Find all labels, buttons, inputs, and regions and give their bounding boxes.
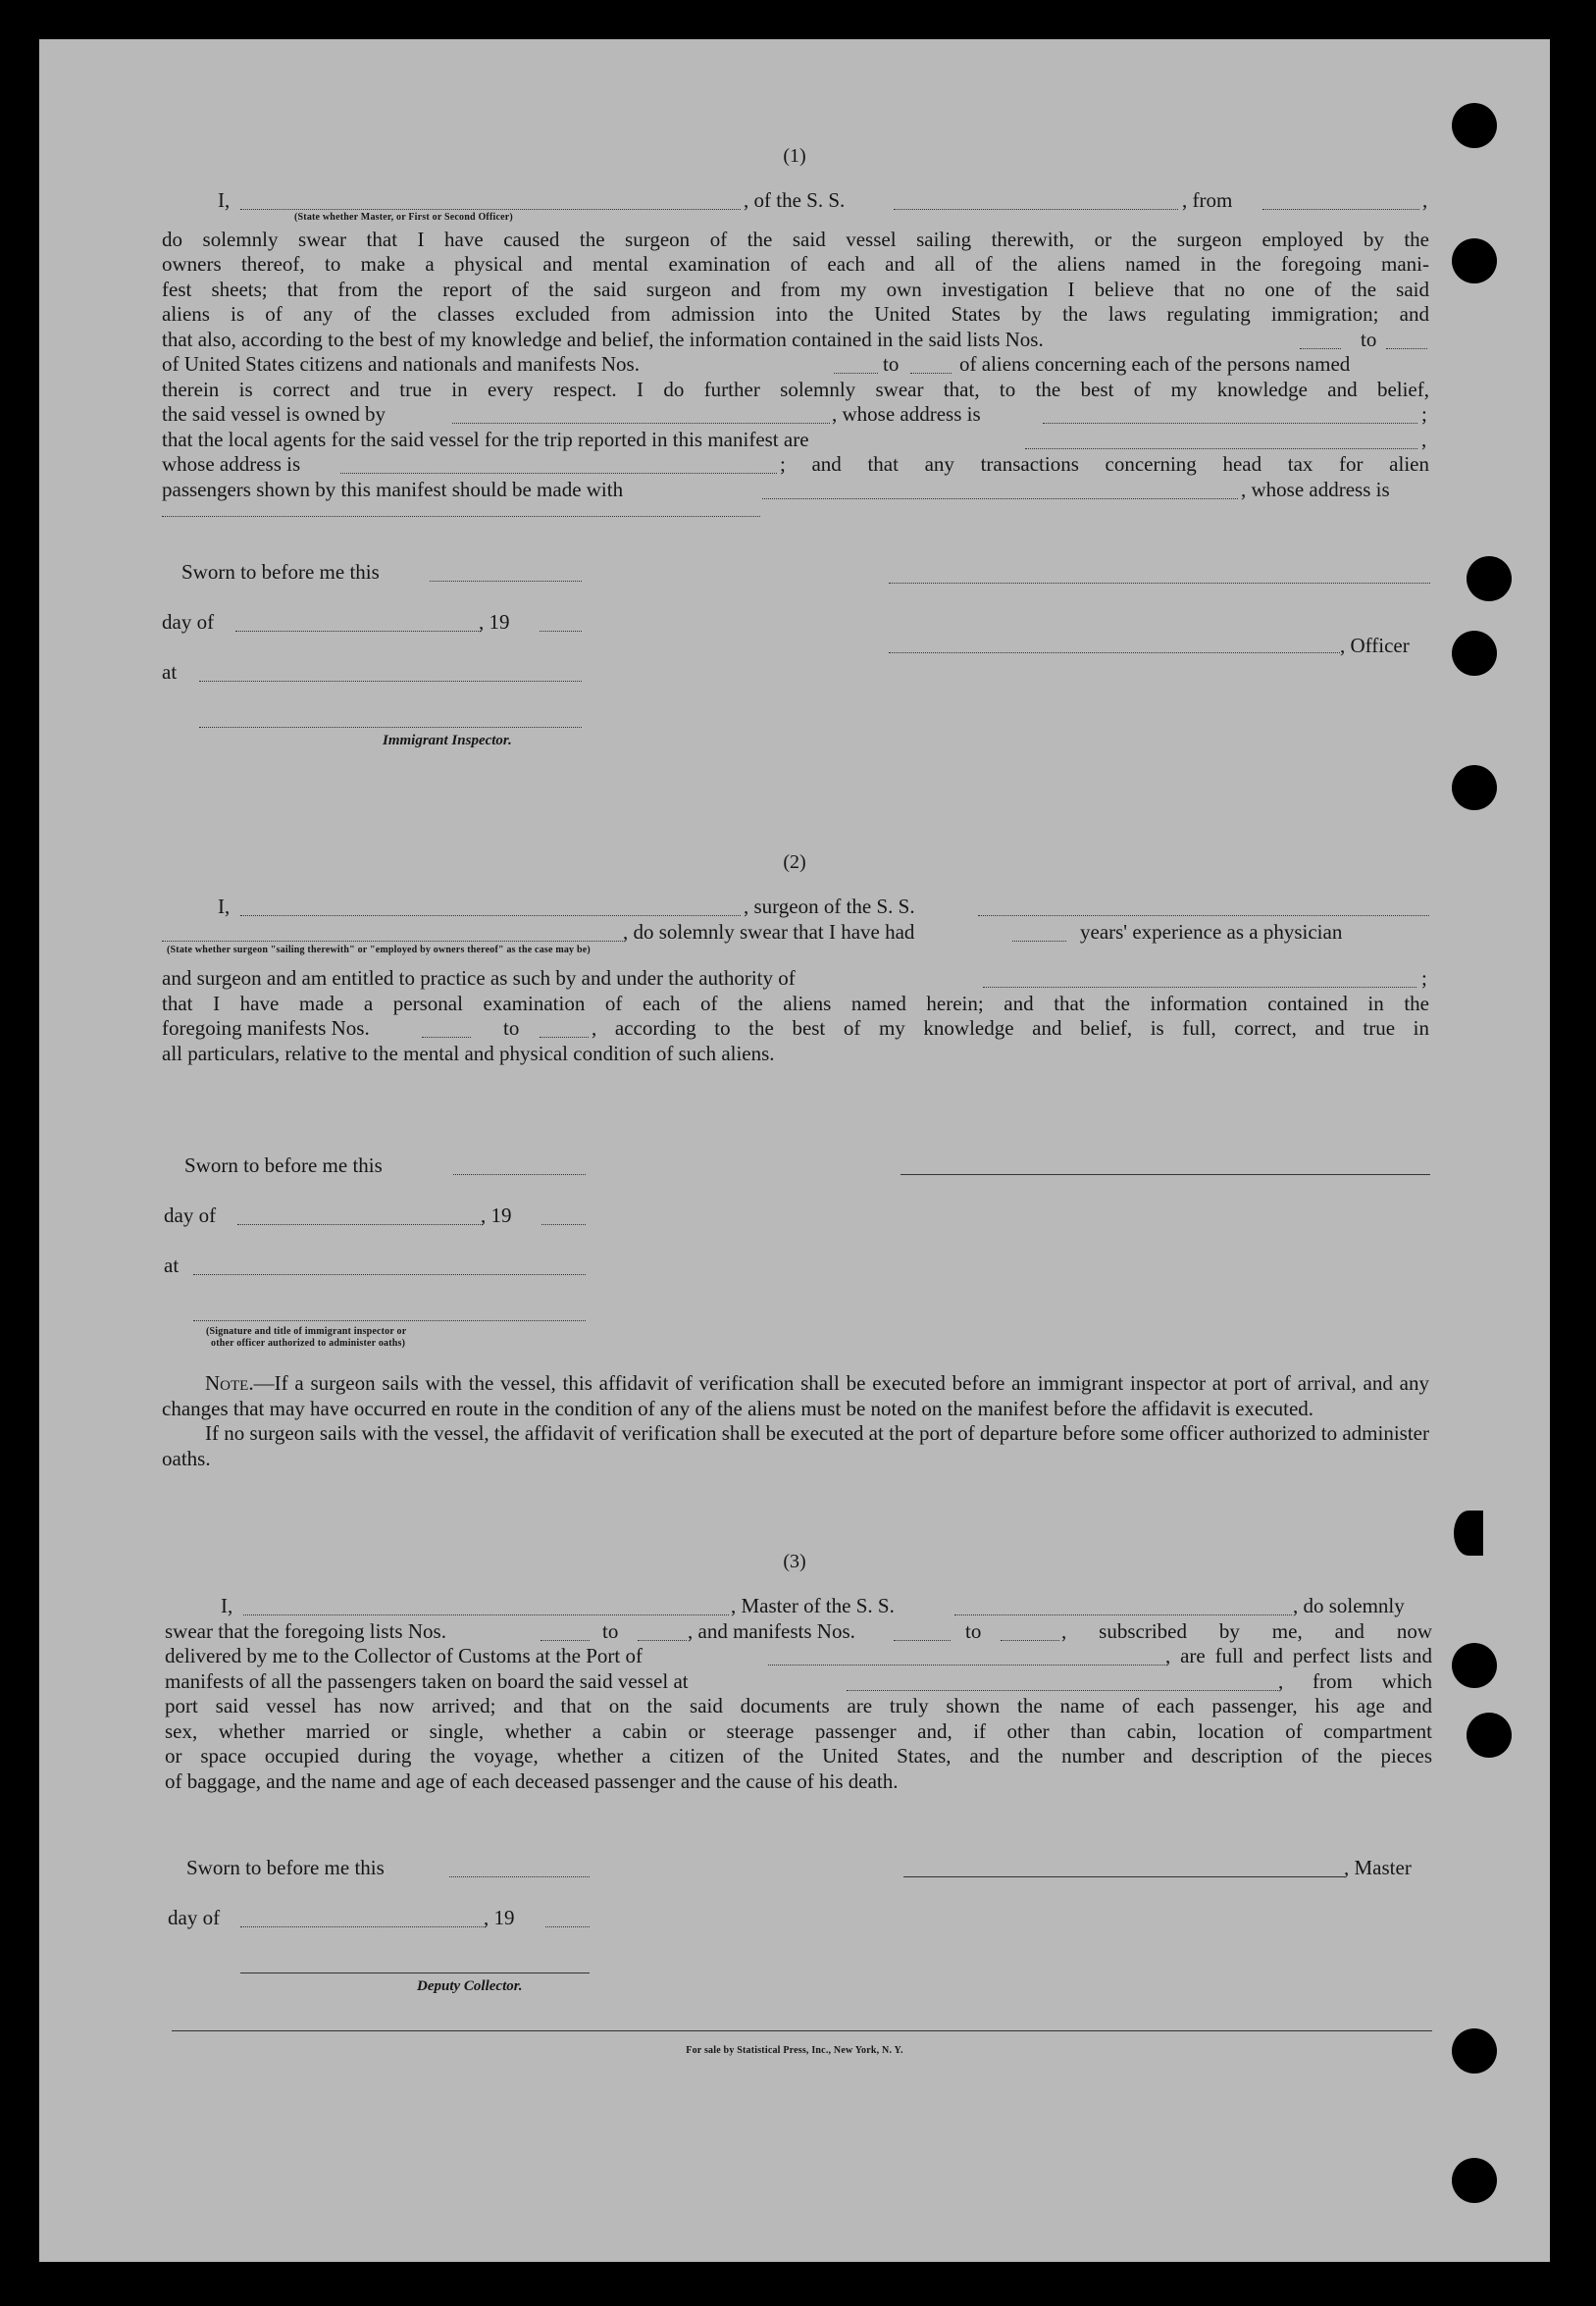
field-manifests-to[interactable] [1001, 1640, 1059, 1641]
note-text-2: If no surgeon sails with the vessel, the affidavit of verification shall be executed at the port of departure before some officer authorized to administer oaths. [162, 1421, 1429, 1470]
field-inspector-signature[interactable] [193, 1320, 586, 1321]
binder-hole [1467, 556, 1512, 601]
field-local-agents[interactable] [1025, 448, 1417, 449]
section-number-2: (2) [783, 851, 806, 873]
field-manifests-from[interactable] [894, 1640, 951, 1641]
officer-rank-note: (State whether Master, or First or Second Officer) [294, 212, 513, 223]
binder-hole [1452, 1643, 1497, 1688]
inspector-label: Immigrant Inspector. [383, 733, 512, 748]
field-list-from[interactable] [1300, 348, 1341, 349]
body-line: of baggage, and the name and age of each deceased passenger and the cause of his death. [165, 1768, 899, 1793]
body-line: fest sheets; that from the report of the said surgeon and from my own investigation I believe that no one of the said [162, 277, 1429, 301]
collector-label: Deputy Collector. [417, 1978, 523, 1994]
binder-hole [1452, 631, 1497, 676]
body-line: sex, whether married or single, whether a cabin or steerage passenger and, if other than cabin, location of compartment [165, 1718, 1432, 1743]
binder-hole [1452, 238, 1497, 283]
field-surgeon-signature[interactable] [901, 1174, 1430, 1175]
body-line: that I have made a personal examination of each of the aliens named herein; and that the information contained in the [162, 991, 1429, 1015]
field-manifest-from[interactable] [834, 373, 878, 374]
year-label: , 19 [484, 1906, 515, 1929]
day-of-label: day of [168, 1906, 221, 1929]
master-label: , Master [1344, 1856, 1412, 1879]
field-manifest-to[interactable] [910, 373, 952, 374]
body-line: do solemnly swear that I have caused the surgeon of the said vessel sailing therewith, or the surgeon employed by the [162, 227, 1429, 251]
field-from-port[interactable] [1262, 209, 1419, 210]
field-master-signature[interactable] [903, 1876, 1345, 1877]
field-year[interactable] [545, 1926, 590, 1927]
sworn-label: Sworn to before me this [186, 1856, 385, 1879]
field-lists-to[interactable] [638, 1640, 687, 1641]
field-owner[interactable] [452, 423, 830, 424]
binder-hole [1454, 1511, 1483, 1556]
section-3: I, , Master of the S. S. , do solemnly swear that the foregoing lists Nos. to , and manifests Nos. to , subscribed by me, and now delivered by me to the Collector of Customs at the Port of , are full and perfect lists and manifests of all the passengers taken on board the said vessel at , from which port said vessel has now arrived; and that on the said documents are truly shown the name of each passenger, his age and sex, whether married or single, whether a cabin or steerage passenger and, if other than cabin, location of compartment or space occupied during the voyage, whether a citizen of the United States, and the number and description of the pieces of baggage, and the name and age of each deceased passenger and the cause of his death. [165, 1594, 1432, 1793]
signature-note-line1: (Signature and title of immigrant inspector or [206, 1326, 407, 1337]
field-manifest-from[interactable] [422, 1037, 471, 1038]
surgeon-status-note: (State whether surgeon "sailing therewith" or "employed by owners thereof" as the case may be) [167, 945, 591, 955]
body-line: all particulars, relative to the mental and physical condition of such aliens. [162, 1041, 775, 1065]
field-surgeon-status[interactable] [162, 941, 623, 942]
field-years-experience[interactable] [1012, 941, 1066, 942]
binder-hole [1452, 103, 1497, 148]
note-block [162, 1371, 1429, 1471]
field-day-of[interactable] [240, 1926, 486, 1927]
printer-imprint: For sale by Statistical Press, Inc., New York, N. Y. [686, 2045, 903, 2056]
binder-hole [1467, 1713, 1512, 1758]
body-line: port said vessel has now arrived; and that on the said documents are truly shown the name of each passenger, his age and [165, 1694, 1432, 1717]
field-head-tax-contact[interactable] [762, 498, 1238, 499]
body-line: owners thereof, to make a physical and mental examination of each and all of the aliens named in the foregoing mani- [162, 252, 1429, 276]
field-officer-signature[interactable] [889, 583, 1430, 584]
field-sworn-date[interactable] [453, 1174, 586, 1175]
field-year[interactable] [540, 631, 582, 632]
at-label: at [164, 1254, 180, 1277]
field-surgeon-name[interactable] [240, 915, 741, 916]
body-line: therein is correct and true in every respect. I do further solemnly swear that, to the best of my knowledge and belief, [162, 377, 1429, 401]
sworn-label: Sworn to before me this [181, 560, 380, 584]
field-owner-address[interactable] [1043, 423, 1417, 424]
form-page [39, 39, 1550, 2262]
year-label: , 19 [481, 1204, 512, 1227]
binder-hole [1452, 2158, 1497, 2203]
section-number-1: (1) [783, 145, 806, 167]
field-surgeon-vessel[interactable] [978, 915, 1429, 916]
field-day-of[interactable] [237, 1224, 483, 1225]
body-line: that also, according to the best of my knowledge and belief, the information contained in the said lists Nos. [162, 327, 1044, 351]
field-list-to[interactable] [1386, 348, 1427, 349]
field-at[interactable] [199, 681, 582, 682]
body-line: aliens is of any of the classes excluded from admission into the United States by the laws regulating immigration; and [162, 302, 1429, 326]
field-officer-rank[interactable] [240, 209, 741, 210]
field-sworn-date[interactable] [430, 581, 582, 582]
binder-hole [1452, 765, 1497, 810]
note-text: —If a surgeon sails with the vessel, this affidavit of verification shall be executed before an immigrant inspector at port of arrival, and any changes that may have occurred en route in the condition of any of the aliens must be noted on the manifest before the affidavit is executed. [162, 1371, 1429, 1420]
field-officer-name[interactable] [889, 652, 1340, 653]
field-agents-address[interactable] [340, 473, 777, 474]
field-authority[interactable] [983, 987, 1416, 988]
section-1: I, , of the S. S. , from , (State whether Master, or First or Second Officer) do solemnly swear that I have caused the surgeon of the said vessel sailing therewith, or the surgeon employed by the owners thereof, to make a physical and mental examination of each and all of the aliens named in the foregoing mani- fest sheets; that from the report of the said surgeon and from my own investigation I believe that no one of the said aliens is of any of the classes excluded from admission into the United States by the laws regulating immigration; and that also, according to the best of my knowledge and belief, the information contained in the said lists Nos. to of United States citizens and nationals and manifests Nos. to of aliens concerning each of the persons named therein is correct and true in every respect. I do further solemnly swear that, to the best of my knowledge and belief, the said vessel is owned by , whose address is ; that the local agents for the said vessel for the trip reported in this manifest are , whose address is ; and that any transactions concerning head tax for alien passengers shown by this manifest should be made with , whose address is [162, 188, 1429, 528]
section-2: I, , surgeon of the S. S. , do solemnly swear that I have had years' experience as a physician (State whether surgeon "sailing therewith" or "employed by owners thereof" as the case may be) and surgeon and am entitled to practice as such by and under the authority of ; that I have made a personal examination of each of the aliens named herein; and that the information contained in the foregoing manifests Nos. to , according to the best of my knowledge and belief, is full, correct, and true in all particulars, relative to the mental and physical condition of such aliens. [162, 895, 1429, 1065]
at-label: at [162, 660, 178, 684]
day-of-label: day of [164, 1204, 217, 1227]
body-line: or space occupied during the voyage, whether a citizen of the United States, and the number and description of the pieces [165, 1744, 1432, 1768]
field-head-tax-address[interactable] [162, 516, 760, 517]
field-boarding-port[interactable] [847, 1690, 1278, 1691]
field-at[interactable] [193, 1274, 586, 1275]
field-sworn-date[interactable] [449, 1876, 590, 1877]
section-number-3: (3) [783, 1551, 806, 1572]
day-of-label: day of [162, 610, 215, 634]
officer-label: , Officer [1340, 634, 1410, 657]
field-master-name[interactable] [243, 1614, 729, 1615]
field-master-vessel[interactable] [954, 1614, 1292, 1615]
field-manifest-to[interactable] [540, 1037, 589, 1038]
footer-rule [172, 2030, 1432, 2031]
field-vessel-name[interactable] [894, 209, 1178, 210]
signature-note-line2: other officer authorized to administer oaths) [211, 1338, 406, 1349]
field-day-of[interactable] [235, 631, 481, 632]
sworn-label: Sworn to before me this [184, 1153, 383, 1177]
field-inspector-signature[interactable] [199, 727, 582, 728]
field-lists-from[interactable] [541, 1640, 590, 1641]
note-label: Note. [205, 1371, 254, 1395]
year-label: , 19 [479, 610, 510, 634]
field-year[interactable] [541, 1224, 586, 1225]
